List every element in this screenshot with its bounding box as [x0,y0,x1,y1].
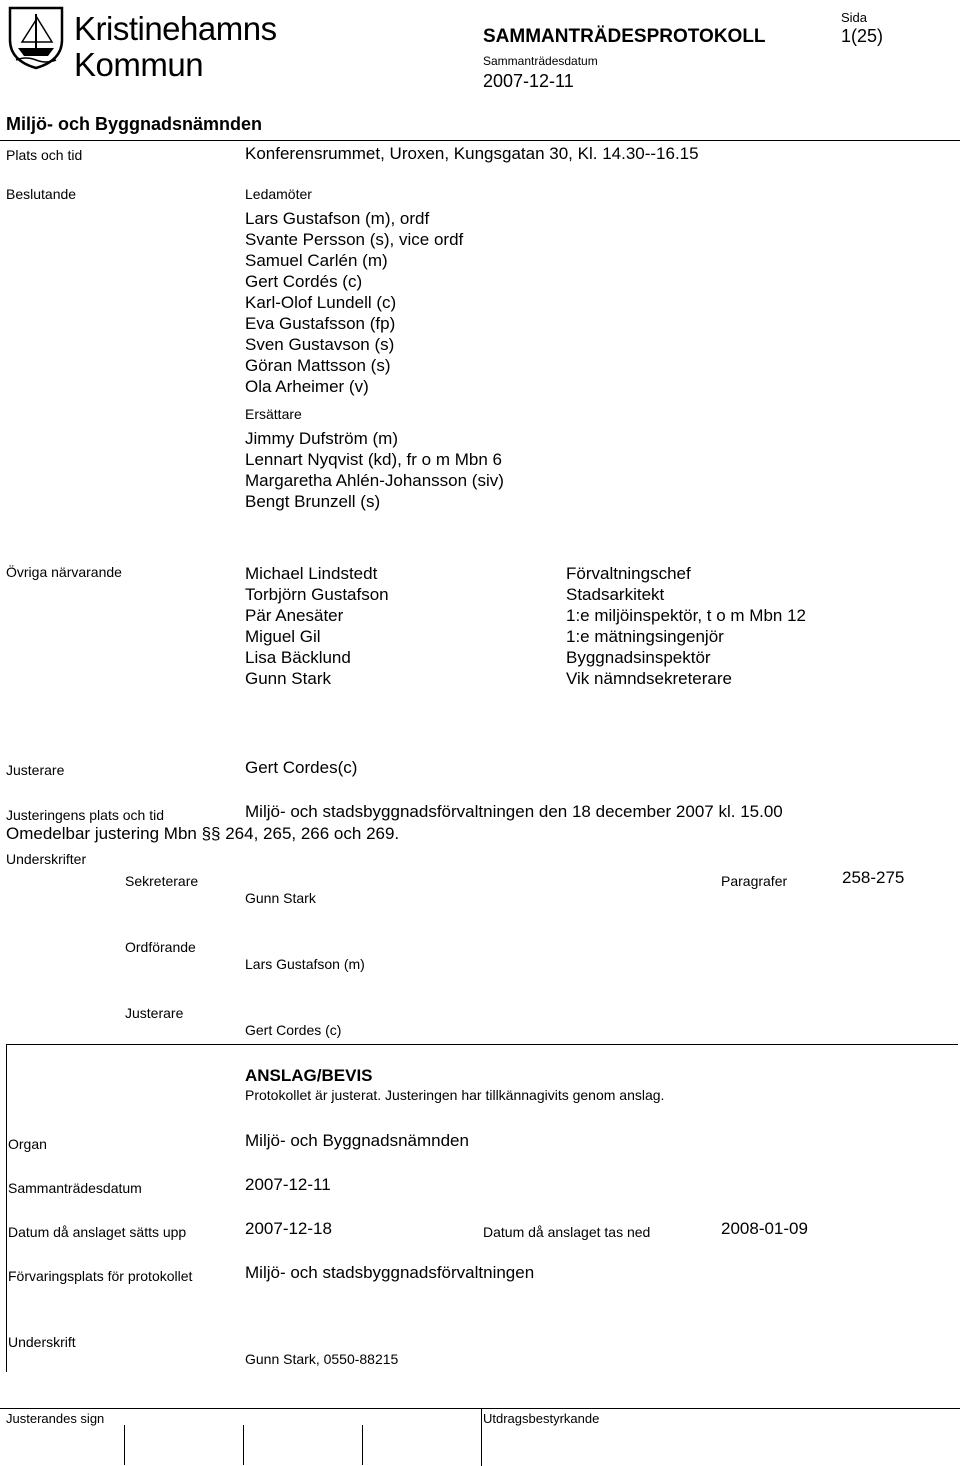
notice-top-border [6,1044,958,1045]
decision-makers-label: Beslutande [6,186,77,202]
sign-box-divider [124,1425,125,1465]
person-name: Gunn Stark [245,669,331,688]
committee-name: Miljö- och Byggnadsnämnden [6,114,263,134]
place-label: Plats och tid [6,147,83,163]
municipal-logo [6,4,66,70]
member-item: Gert Cordés (c) [245,272,363,291]
member-item: Ola Arheimer (v) [245,377,369,396]
member-item: Sven Gustavson (s) [245,335,395,354]
posted-label: Datum då anslaget sätts upp [8,1224,187,1240]
substitutes-label: Ersättare [245,406,302,422]
extract-certification-label: Utdragsbestyrkande [483,1411,600,1426]
adjustment-label: Justeringens plats och tid [6,807,164,823]
sign-box-divider [481,1408,482,1466]
sign-box-divider [243,1425,244,1465]
person-role: Vik nämndsekreterare [566,669,732,688]
notice-subtitle: Protokollet är justerat. Justeringen har tillkännagivits genom anslag. [245,1087,665,1103]
member-item: Eva Gustafsson (fp) [245,314,396,333]
members-list [245,208,463,397]
adjusters-sign-label: Justerandes sign [6,1411,105,1426]
place-value: Konferensrummet, Uroxen, Kungsgatan 30, Kl. 14.30--16.15 [245,144,699,163]
storage-value: Miljö- och stadsbyggnadsförvaltningen [245,1263,535,1282]
person-name: Miguel Gil [245,627,321,646]
sign-adjuster-name: Gert Cordes (c) [245,1022,342,1038]
footer-top-border [0,1408,960,1409]
paragraphs-value: 258-275 [842,868,905,887]
page-number: 1(25) [841,26,884,46]
person-role: 1:e mätningsingenjör [566,627,724,646]
person-name: Michael Lindstedt [245,564,378,583]
signatures-label: Underskrifter [6,851,87,867]
substitute-item: Margaretha Ahlén-Johansson (siv) [245,471,504,490]
chair-label: Ordförande [125,939,196,955]
page-label: Sida [841,10,868,25]
organ-value: Miljö- och Byggnadsnämnden [245,1131,469,1150]
person-name: Lisa Bäcklund [245,648,351,667]
member-item: Samuel Carlén (m) [245,251,388,270]
paragraphs-label: Paragrafer [721,873,788,889]
notice-date-label: Sammanträdesdatum [8,1180,142,1196]
removed-value: 2008-01-09 [721,1219,808,1238]
notice-title: ANSLAG/BEVIS [245,1066,373,1085]
secretary-label: Sekreterare [125,873,199,889]
others-roles [566,563,806,689]
signature-value: Gunn Stark, 0550-88215 [245,1351,399,1367]
storage-label: Förvaringsplats för protokollet [8,1268,193,1284]
member-item: Karl-Olof Lundell (c) [245,293,397,312]
person-name: Torbjörn Gustafson [245,585,389,604]
person-role: Byggnadsinspektör [566,648,711,667]
person-role: Förvaltningschef [566,564,691,583]
coat-of-arms-icon [6,4,66,70]
others-present-label: Övriga närvarande [6,564,122,580]
removed-label: Datum då anslaget tas ned [483,1224,651,1240]
substitute-item: Lennart Nyqvist (kd), fr o m Mbn 6 [245,450,502,469]
adjuster-value: Gert Cordes(c) [245,758,358,777]
immediate-adjustment: Omedelbar justering Mbn §§ 264, 265, 266 och 269. [6,824,400,843]
person-role: Stadsarkitekt [566,585,665,604]
header-divider [0,140,960,141]
member-item: Göran Mattsson (s) [245,356,391,375]
document-title: SAMMANTRÄDESPROTOKOLL [483,26,766,47]
sign-box-divider [362,1425,363,1465]
person-name: Pär Anesäter [245,606,344,625]
meeting-date-label: Sammanträdesdatum [483,54,598,68]
adjustment-value: Miljö- och stadsbyggnadsförvaltningen den 18 december 2007 kl. 15.00 [245,802,783,821]
adjuster-label: Justerare [6,762,65,778]
members-label: Ledamöter [245,186,312,202]
substitutes-list [245,428,504,512]
member-item: Svante Persson (s), vice ordf [245,230,464,249]
posted-value: 2007-12-18 [245,1219,332,1238]
secretary-name: Gunn Stark [245,890,316,906]
logo-line-1: Kristinehamns [74,10,277,47]
chair-name: Lars Gustafson (m) [245,956,365,972]
meeting-date: 2007-12-11 [483,71,574,91]
notice-date-value: 2007-12-11 [245,1175,331,1194]
organ-label: Organ [8,1136,47,1152]
others-names [245,563,389,689]
logo-line-2: Kommun [74,46,204,83]
member-item: Lars Gustafson (m), ordf [245,209,430,228]
substitute-item: Jimmy Dufström (m) [245,429,398,448]
person-role: 1:e miljöinspektör, t o m Mbn 12 [566,606,807,625]
signature-label: Underskrift [8,1334,76,1350]
sign-adjuster-label: Justerare [125,1005,184,1021]
notice-left-border [6,1044,7,1372]
substitute-item: Bengt Brunzell (s) [245,492,381,511]
